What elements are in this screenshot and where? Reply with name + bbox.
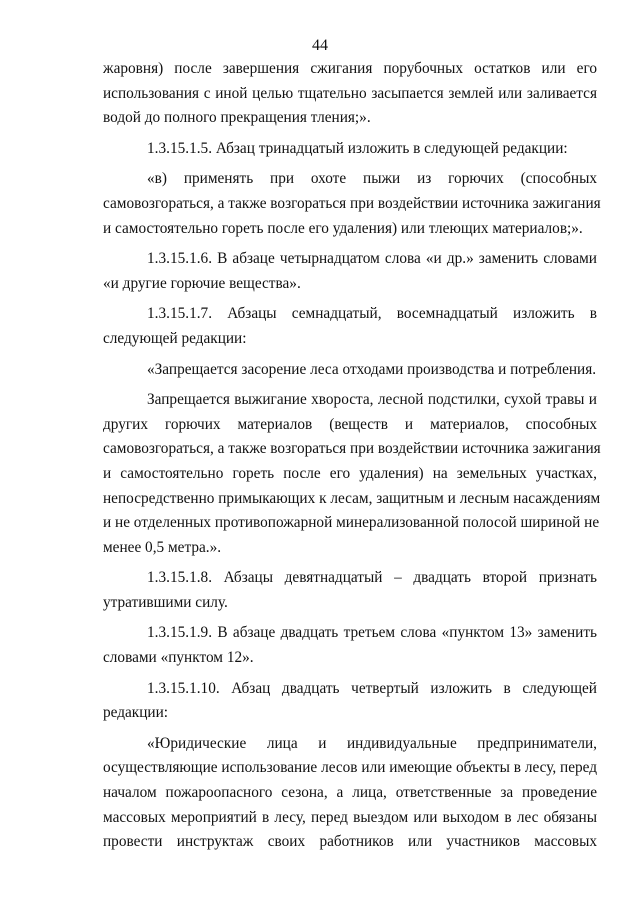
text-line: жаровня) после завершения сжигания порубочных остатков или его (103, 60, 597, 77)
paragraph (103, 566, 597, 615)
text-line: следующей редакции: (103, 329, 247, 347)
paragraph (103, 621, 597, 670)
text-line: 1.3.15.1.5. Абзац тринадцатый изложить в следующей редакции: (147, 139, 568, 157)
text-line: и самостоятельно гореть после его удаления) на земельных участках, (103, 464, 597, 482)
paragraph (103, 358, 597, 383)
text-line: «Юридические лица и индивидуальные предприниматели, (147, 734, 597, 752)
text-line: редакции: (103, 704, 169, 722)
paragraph (103, 57, 597, 131)
text-line: провести инструктаж своих работников или участников массовых (103, 833, 597, 851)
text-line: и не отделенных противопожарной минерализованной полосой шириной не (103, 514, 600, 532)
text-line: 1.3.15.1.10. Абзац двадцать четвертый изложить в следующей (147, 679, 597, 697)
text-line: менее 0,5 метра.». (103, 538, 222, 556)
paragraph (103, 388, 601, 560)
paragraph (103, 167, 601, 241)
text-line: Запрещается выжигание хвороста, лесной подстилки, сухой травы и (147, 391, 597, 409)
paragraph (103, 247, 597, 296)
text-line: 1.3.15.1.8. Абзацы девятнадцатый – двадцать второй признать (147, 569, 597, 587)
text-line: утратившими силу. (103, 593, 228, 611)
text-line: водой до полного прекращения тления;». (103, 109, 371, 127)
text-line: использования с иной целью тщательно засыпается землей или заливается (103, 84, 597, 102)
text-line: других горючих материалов (веществ и материалов, способных (103, 415, 597, 433)
text-line: 1.3.15.1.9. В абзаце двадцать третьем слова «пунктом 13» заменить (147, 624, 597, 642)
text-line: «и другие горючие вещества». (103, 274, 301, 292)
text-line: 1.3.15.1.6. В абзаце четырнадцатом слова «и др.» заменить словами (147, 250, 597, 268)
text-line: «в) применять при охоте пыжи из горючих (способных (147, 170, 597, 188)
text-line: непосредственно примыкающих к лесам, защитным и лесным насаждениям (103, 489, 601, 507)
text-line: массовых мероприятий в лесу, перед выездом или выходом в лес обязаны (103, 808, 597, 826)
paragraph (103, 732, 597, 855)
text-line: словами «пунктом 12». (103, 649, 254, 667)
page-number: 44 (312, 37, 328, 54)
text-line: самовозгораться, а также возгораться при воздействии источника зажигания (103, 440, 601, 458)
paragraph (103, 677, 597, 726)
text-line: осуществляющие использование лесов или имеющие объекты в лесу, перед (103, 759, 597, 777)
text-line: самовозгораться, а также возгораться при воздействии источника зажигания (103, 194, 601, 212)
text-line: началом пожароопасного сезона, а лица, ответственные за проведение (103, 784, 597, 802)
text-line: и самостоятельно гореть после его удаления) или тлеющих материалов;». (103, 219, 583, 237)
paragraph (103, 302, 597, 351)
paragraph (103, 137, 597, 162)
text-line: «Запрещается засорение леса отходами производства и потребления. (147, 360, 597, 378)
text-line: 1.3.15.1.7. Абзацы семнадцатый, восемнадцатый изложить в (147, 305, 597, 323)
document-body (103, 57, 601, 855)
